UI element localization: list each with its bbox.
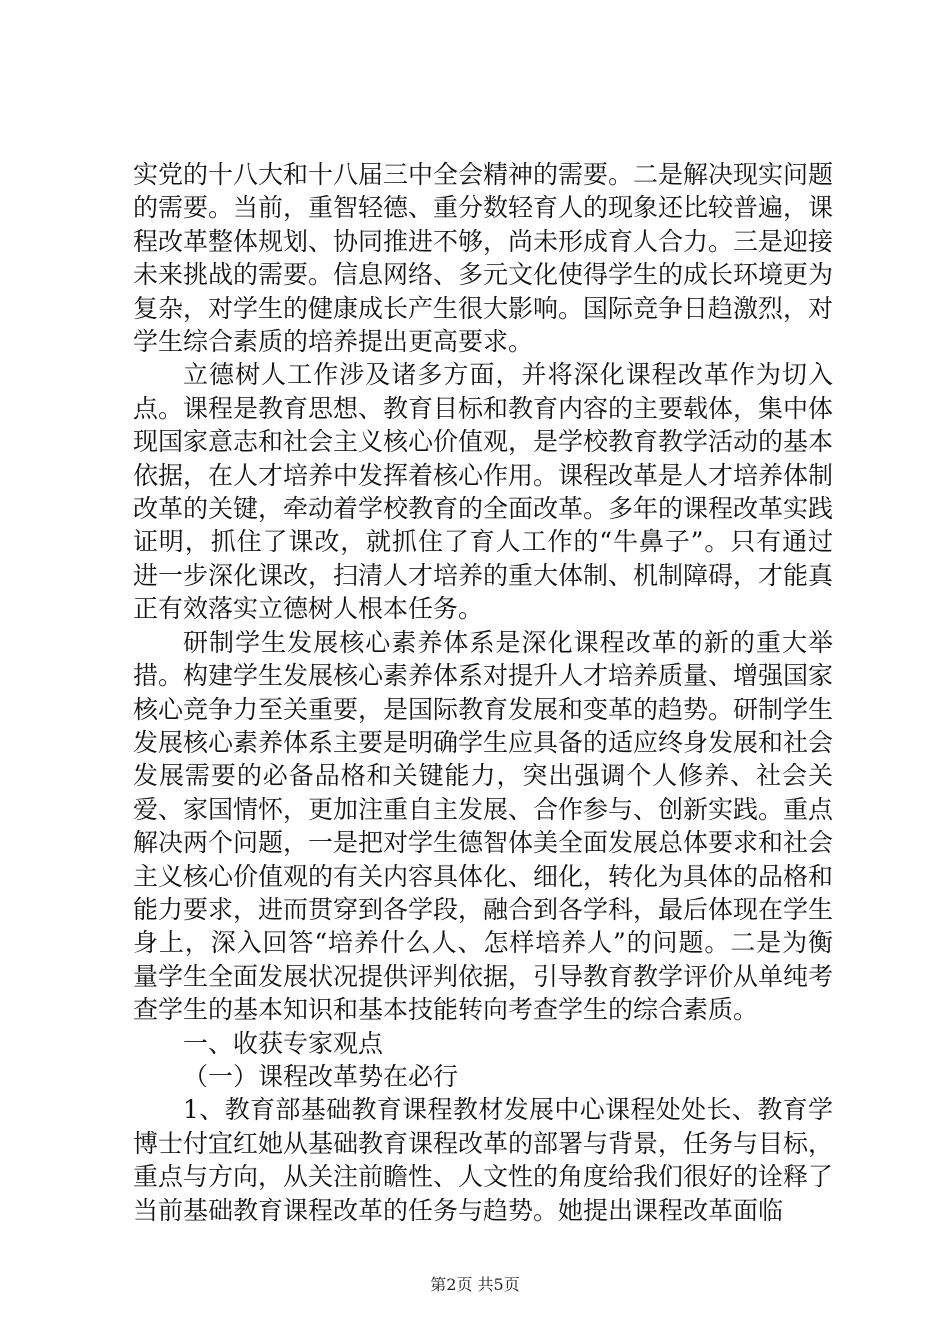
page-footer: 第2页 共5页 [430,1275,520,1294]
paragraph-3: 研制学生发展核心素养体系是深化课程改革的新的重大举措。构建学生发展核心素养体系对提升人才培养质量、增强国家核心竞争力至关重要，是国际教育发展和变革的趋势。研制学生发展核心素养体系主要是明确学生应具备的适应终身发展和社会发展需要的必备品格和关键能力，突出强调个人修养、社会关爱、家国情怀，更加注重自主发展、合作参与、创新实践。重点解决两个问题，一是把对学生德智体美全面发展总体要求和社会主义核心价值观的有关内容具体化、细化，转化为具体的品格和能力要求，进而贯穿到各学段，融合到各学科，最后体现在学生身上，深入回答“培养什么人、怎样培养人”的问题。二是为衡量学生全面发展状况提供评判依据，引导教育教学评价从单纯考查学生的基本知识和基本技能转向考查学生的综合素质。 [133,627,834,1025]
subsection-heading: （一）课程改革势在必行 [183,1061,459,1091]
paragraph-4: 1、教育部基础教育课程教材发展中心课程处处长、教育学博士付宜红她从基础教育课程改革的部署与背景，任务与目标，重点与方向，从关注前瞻性、人文性的角度给我们很好的诠释了当前基础教育课程改革的任务与趋势。她提出课程改革面临 [133,1095,834,1225]
section-heading: 一、收获专家观点 [183,1028,384,1058]
document-body [133,158,833,1227]
paragraph-2: 立德树人工作涉及诸多方面，并将深化课程改革作为切入点。课程是教育思想、教育目标和教育内容的主要载体，集中体现国家意志和社会主义核心价值观，是学校教育教学活动的基本依据，在人才培养中发挥着核心作用。课程改革是人才培养体制改革的关键，牵动着学校教育的全面改革。多年的课程改革实践证明，抓住了课改，就抓住了育人工作的“牛鼻子”。只有通过进一步深化课改，扫清人才培养的重大体制、机制障碍，才能真正有效落实立德树人根本任务。 [133,360,834,624]
paragraph-1: 实党的十八大和十八届三中全会精神的需要。二是解决现实问题的需要。当前，重智轻德、重分数轻育人的现象还比较普遍，课程改革整体规划、协同推进不够，尚未形成育人合力。三是迎接未来挑战的需要。信息网络、多元文化使得学生的成长环境更为复杂，对学生的健康成长产生很大影响。国际竞争日趋激烈，对学生综合素质的培养提出更高要求。 [133,160,834,357]
